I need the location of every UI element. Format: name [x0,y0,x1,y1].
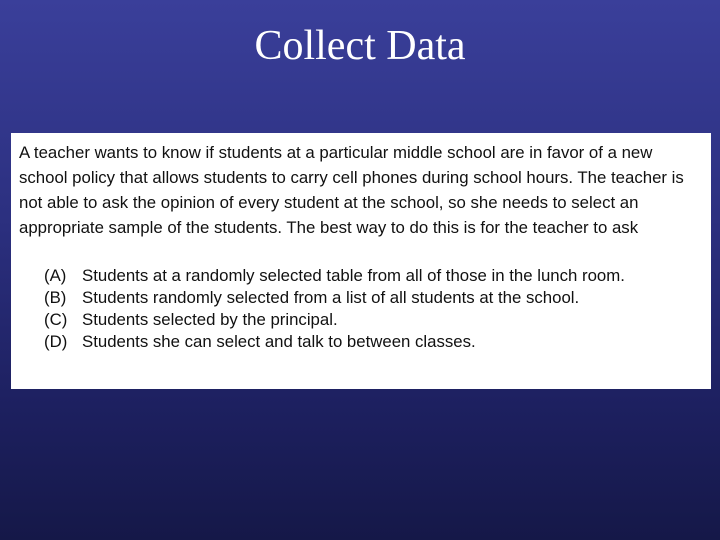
option-letter: (A) [44,266,67,285]
option-text: Students randomly selected from a list of all students at the school. [82,288,580,307]
option-letter: (D) [44,332,68,351]
option-text: Students at a randomly selected table from all of those in the lunch room. [82,266,625,285]
option-b [44,287,703,309]
option-letter: (C) [44,310,68,329]
question-box [11,133,711,389]
option-text: Students selected by the principal. [82,310,338,329]
slide-title: Collect Data [254,23,466,69]
option-c [44,309,703,331]
question-text: A teacher wants to know if students at a particular middle school are in favor of a new school policy that allows students to carry cell phones during school hours. The teacher is not able to ask the opinion of every student at the school, so she needs to select an appropriate sample of the students. The best way to do this is for the teacher to ask [19,143,684,237]
option-d [44,331,703,353]
option-text: Students she can select and talk to between classes. [82,332,476,351]
option-a [44,265,703,287]
answer-options [44,265,703,353]
option-letter: (B) [44,288,67,307]
